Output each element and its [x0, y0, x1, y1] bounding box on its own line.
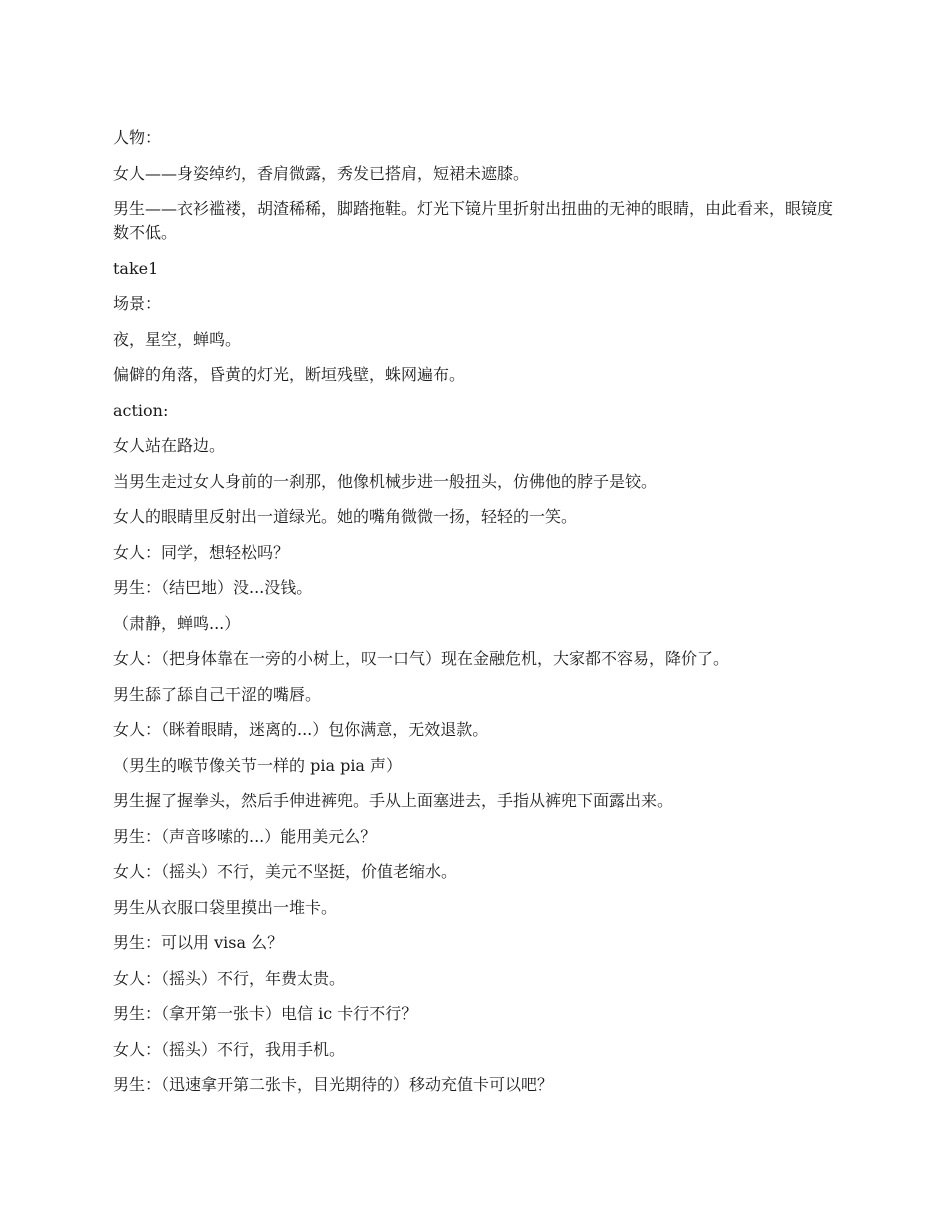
- paragraph: （男生的喉节像关节一样的 pia pia 声）: [113, 755, 403, 775]
- paragraph: 女人的眼睛里反射出一道绿光。她的嘴角微微一扬，轻轻的一笑。: [113, 507, 578, 526]
- paragraph-characters-heading: 人物：: [113, 128, 162, 147]
- document-page: [113, 126, 848, 1109]
- paragraph-woman-description: 女人——身姿绰约，香肩微露，秀发已搭肩，短裙未遮膝。: [113, 163, 530, 183]
- paragraph: 当男生走过女人身前的一刹那，他像机械步进一般扭头，仿佛他的脖子是铰。: [113, 471, 658, 491]
- paragraph: 男生：（迅速拿开第二张卡，目光期待的）移动充值卡可以吧？: [113, 1075, 554, 1094]
- paragraph: 女人：（把身体靠在一旁的小树上，叹一口气）现在金融危机，大家都不容易，降价了。: [113, 649, 730, 668]
- paragraph-man-description: 男生——衣衫褴褛，胡渣稀稀，脚踏拖鞋。灯光下镜片里折射出扭曲的无神的眼睛，由此看来，眼镜度数不低。: [113, 199, 834, 242]
- paragraph-scene-corner: 偏僻的角落，昏黄的灯光，断垣残壁，蛛网遍布。: [113, 365, 466, 384]
- paragraph: 女人：（摇头）不行，美元不坚挺，价值老缩水。: [113, 862, 458, 881]
- paragraph: 男生从衣服口袋里摸出一堆卡。: [113, 897, 338, 917]
- paragraph-scene-night: 夜，星空，蝉鸣。: [113, 329, 242, 349]
- paragraph: 女人：（摇头）不行，我用手机。: [113, 1039, 346, 1059]
- paragraph-take-label: take1: [113, 258, 159, 278]
- paragraph: 男生：（结巴地）没...没钱。: [113, 578, 313, 597]
- paragraph: （肃静，蝉鸣...）: [113, 613, 241, 633]
- paragraph: 男生：（声音哆嗦的...）能用美元么？: [113, 826, 377, 846]
- paragraph: 男生握了握拳头，然后手伸进裤兜。手从上面塞进去，手指从裤兜下面露出来。: [113, 791, 674, 810]
- paragraph: 男生：可以用 visa 么？: [113, 933, 284, 952]
- paragraph: 女人站在路边。: [113, 436, 226, 455]
- paragraph: 女人：同学，想轻松吗？: [113, 542, 290, 562]
- paragraph: 男生舔了舔自己干涩的嘴唇。: [113, 684, 322, 704]
- paragraph: 女人：（眯着眼睛，迷离的...）包你满意，无效退款。: [113, 720, 489, 739]
- paragraph: 女人：（摇头）不行，年费太贵。: [113, 968, 346, 988]
- paragraph-scene-heading: 场景：: [113, 294, 162, 313]
- paragraph-action-heading: action:: [113, 400, 169, 420]
- paragraph: 男生：（拿开第一张卡）电信 ic 卡行不行？: [113, 1004, 418, 1023]
